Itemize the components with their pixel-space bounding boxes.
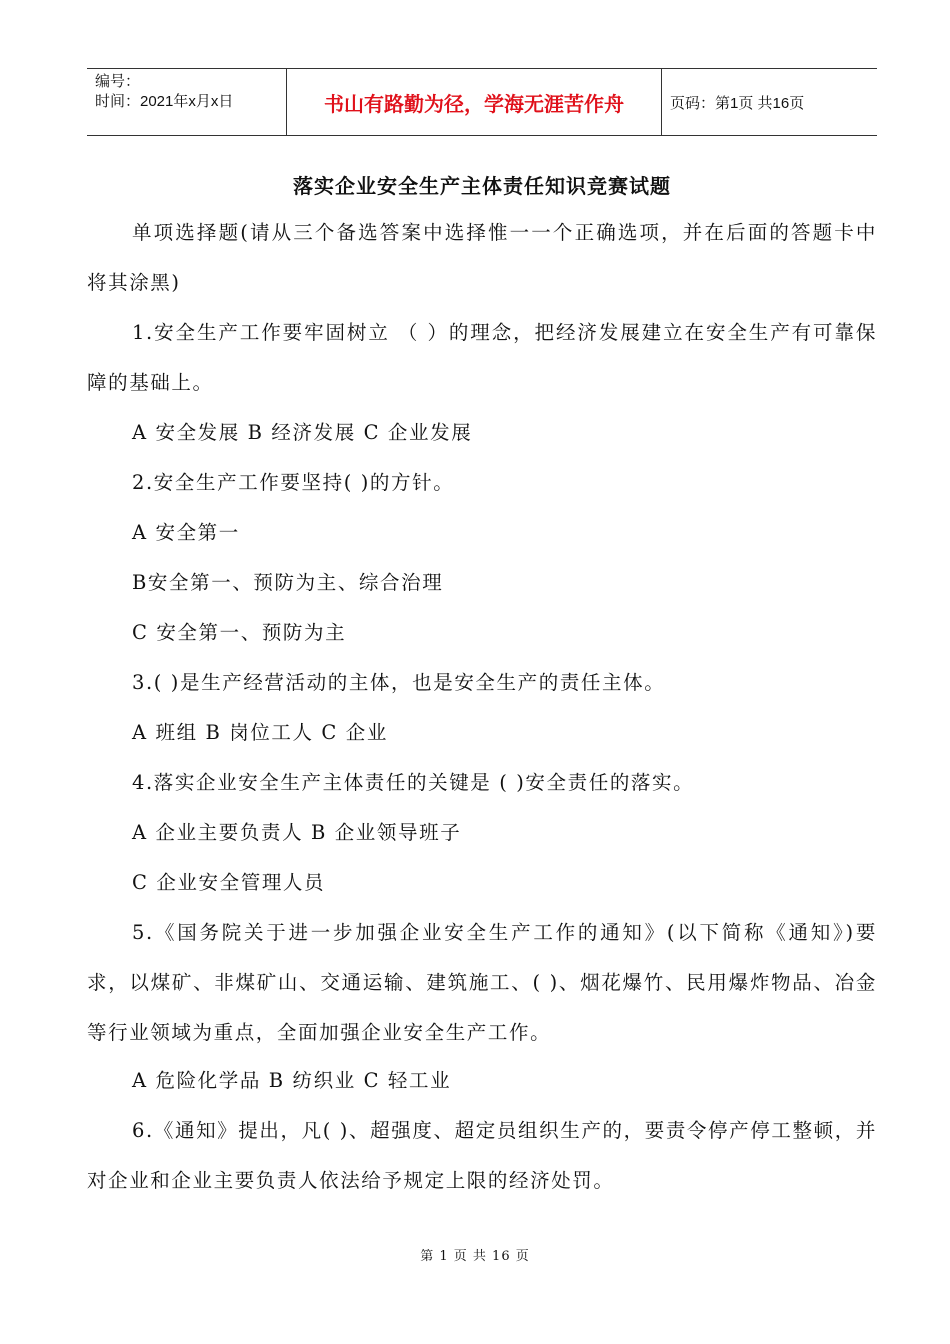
question-6: 6.《通知》提出，凡( )、超强度、超定员组织生产的，要责令停产停工整顿，并对企业和企业主要负责人依法给予规定上限的经济处罚。 [87,1119,877,1192]
question-1: 1.安全生产工作要牢固树立 （ ）的理念，把经济发展建立在安全生产有可靠保障的基础上。 [87,321,877,394]
question-2-option-b: B安全第一、预防为主、综合治理 [132,571,444,594]
question-3: 3.( )是生产经营活动的主体，也是安全生产的责任主体。 [132,671,666,694]
question-3-options: A 班组 B 岗位工人 C 企业 [132,721,388,744]
header-motto: 书山有路勤为径，学海无涯苦作舟 [287,69,662,135]
question-5-options: A 危险化学品 B 纺织业 C 轻工业 [132,1069,452,1092]
header-meta [87,69,287,135]
page-footer: 第 1 页 共 16 页 [420,1249,530,1264]
number-label: 编号： [95,73,141,90]
question-4: 4.落实企业安全生产主体责任的关键是 ( )安全责任的落实。 [132,771,695,794]
question-4-option-c: C 企业安全管理人员 [132,871,326,894]
question-1-options: A 安全发展 B 经济发展 C 企业发展 [132,421,473,444]
question-5: 5.《国务院关于进一步加强企业安全生产工作的通知》(以下简称《通知》)要求，以煤矿、非煤矿山、交通运输、建筑施工、( )、烟花爆竹、民用爆炸物品、冶金等行业领域为重点，全面加强企业安全生产工作。 [87,921,877,1044]
header-table [87,68,877,136]
time-label: 时间：2021年x月x日 [95,93,234,110]
question-4-options-ab: A 企业主要负责人 B 企业领导班子 [132,821,462,844]
instructions-paragraph: 单项选择题(请从三个备选答案中选择惟一一个正确选项，并在后面的答题卡中将其涂黑) [87,221,877,294]
document-title: 落实企业安全生产主体责任知识竞赛试题 [293,174,671,198]
question-2-option-c: C 安全第一、预防为主 [132,621,347,644]
header-page-info: 页码：第1页 共16页 [670,94,805,112]
question-2: 2.安全生产工作要坚持( )的方针。 [132,471,455,494]
question-2-option-a: A 安全第一 [132,521,240,544]
